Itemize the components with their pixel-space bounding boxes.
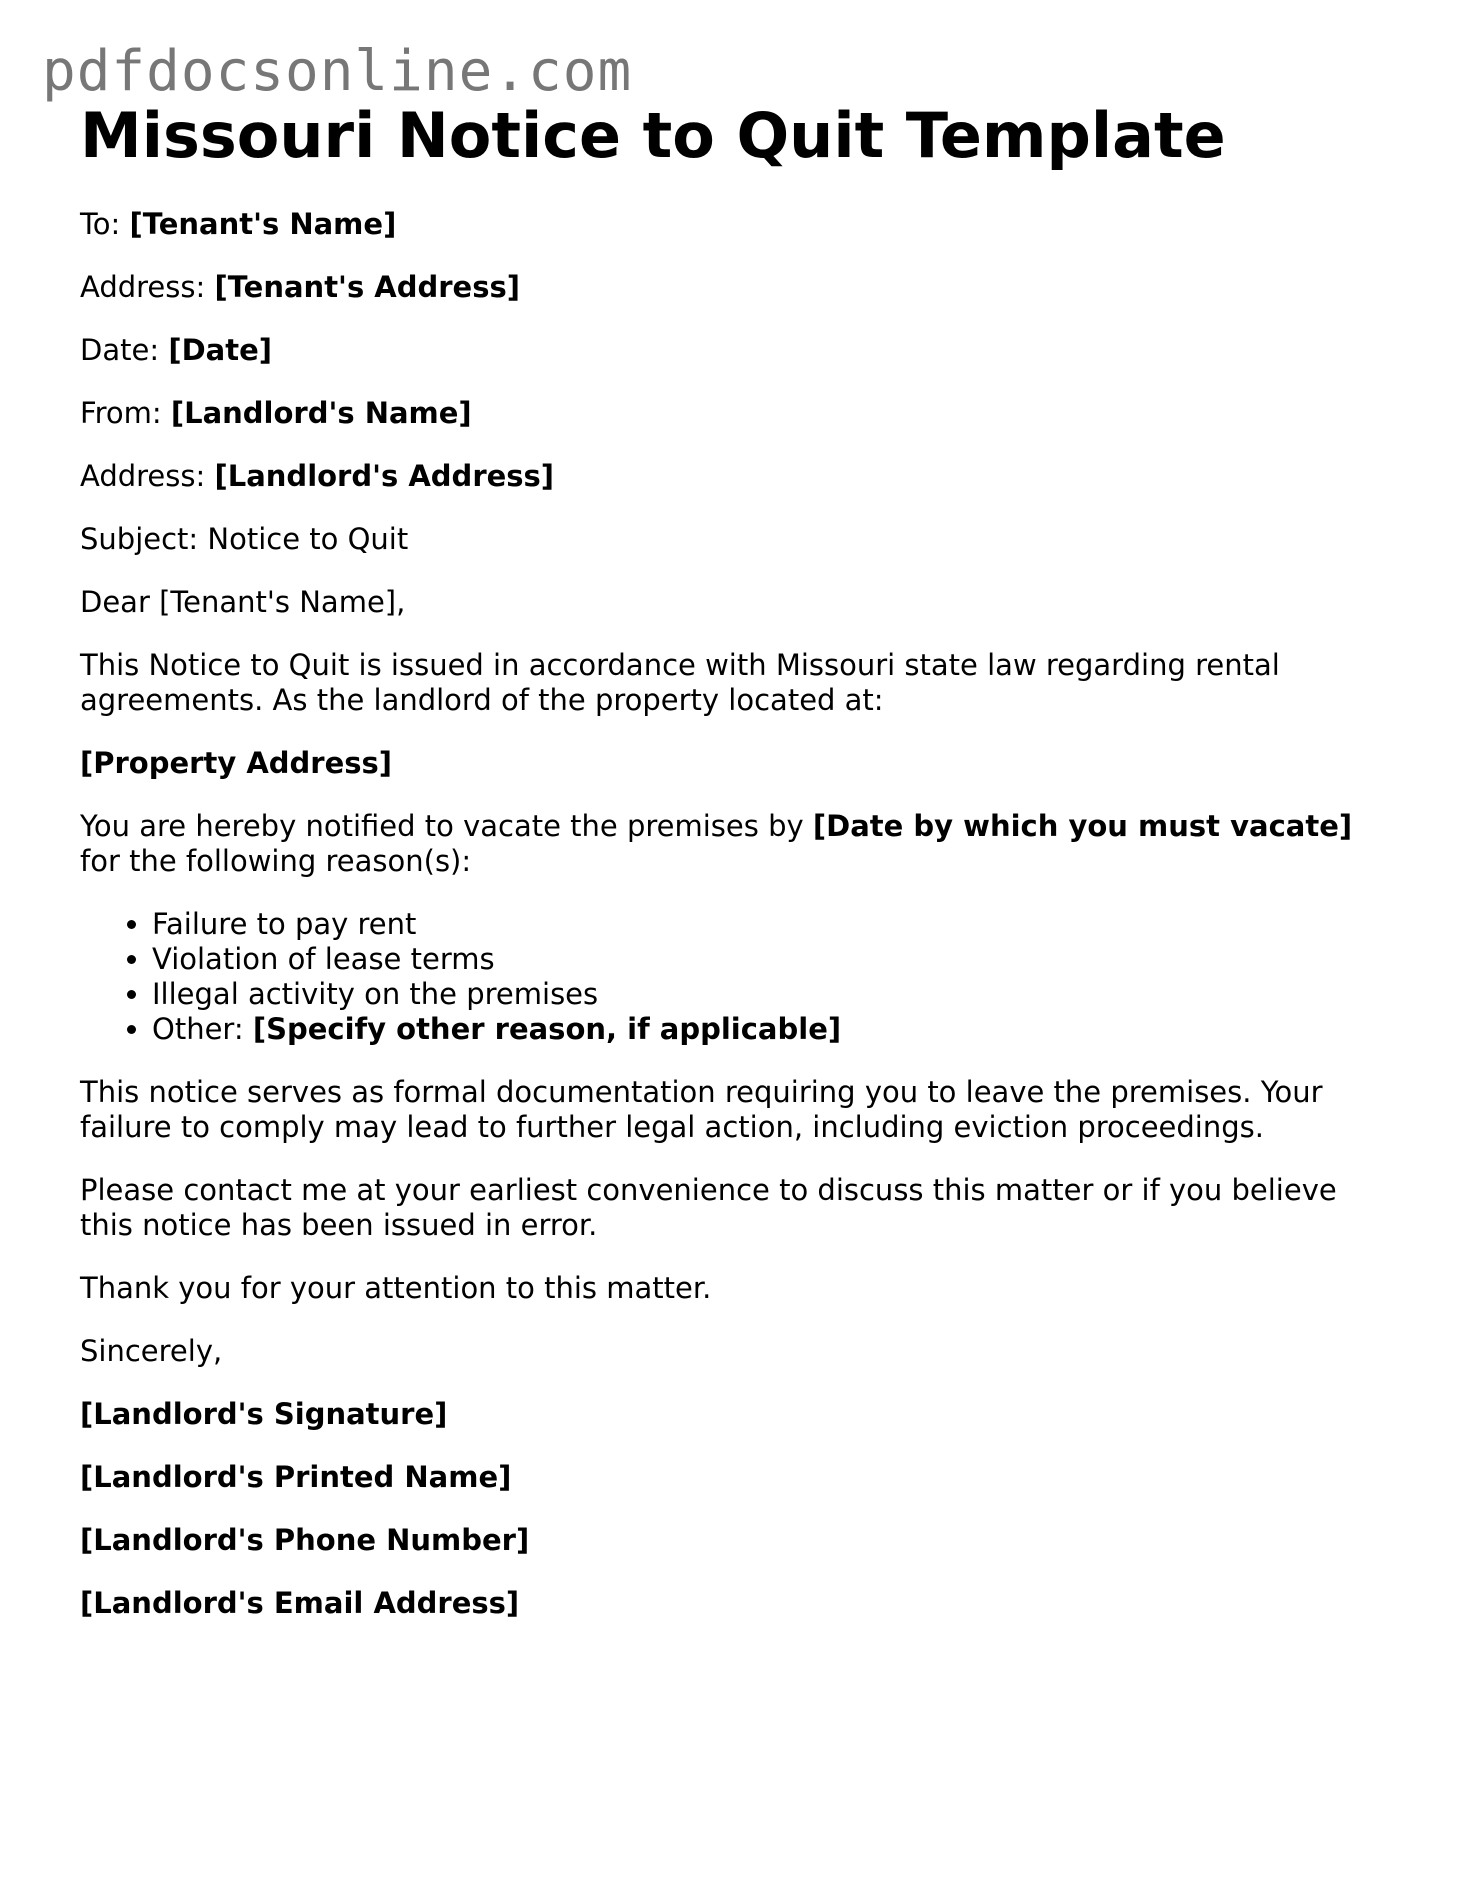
list-item: • Illegal activity on the premises: [152, 977, 1390, 1012]
list-item-other: [152, 1012, 1390, 1047]
email-placeholder: [Landlord's Email Address]: [80, 1586, 520, 1621]
other-value: [Specify other reason, if applicable]: [252, 1012, 842, 1047]
property-address: [80, 746, 1390, 781]
vacate-prefix: You are hereby notified to vacate the premises by: [80, 809, 804, 844]
vacate-suffix: for the following reason(s):: [80, 844, 472, 879]
signature-placeholder: [Landlord's Signature]: [80, 1397, 448, 1432]
phone-line: [80, 1523, 1390, 1558]
signature-block: [80, 1397, 1390, 1621]
list-item: • Failure to pay rent: [152, 907, 1390, 942]
letter-body: [80, 207, 1390, 1621]
reasons-list: [80, 907, 1390, 1047]
list-item: • Violation of lease terms: [152, 942, 1390, 977]
vacate-date: [Date by which you must vacate]: [812, 809, 1353, 844]
field-label: Address:: [80, 270, 206, 305]
field-label: Date:: [80, 333, 160, 368]
vacate-paragraph: [80, 809, 1390, 879]
phone-placeholder: [Landlord's Phone Number]: [80, 1523, 530, 1558]
field-label: Address:: [80, 459, 206, 494]
field-value: [Landlord's Name]: [170, 396, 472, 431]
other-label: Other:: [152, 1012, 244, 1047]
property-address-value: [Property Address]: [80, 746, 393, 781]
printed-name-line: [80, 1460, 1390, 1495]
from-field: [80, 396, 1390, 431]
closing: Sincerely,: [80, 1334, 223, 1369]
document-title: Missouri Notice to Quit Template: [80, 99, 1226, 172]
landlord-address-field: [80, 459, 1390, 494]
to-field: [80, 207, 1390, 242]
tenant-address-field: [80, 270, 1390, 305]
thanks-paragraph: Thank you for your attention to this matter.: [80, 1271, 712, 1306]
watermark: pdfdocsonline.com: [42, 39, 633, 104]
field-value: [Tenant's Name]: [129, 207, 397, 242]
salutation: Dear [Tenant's Name],: [80, 585, 406, 620]
field-label: To:: [80, 207, 121, 242]
consequence-paragraph: This notice serves as formal documentation requiring you to leave the premises. Your failure to comply may lead to further legal action, including eviction proceedings.: [80, 1075, 1323, 1145]
signature-line: [80, 1397, 1390, 1432]
contact-paragraph: Please contact me at your earliest convenience to discuss this matter or if you believe this notice has been issued in error.: [80, 1173, 1337, 1243]
email-line: [80, 1586, 1390, 1621]
field-label: From:: [80, 396, 162, 431]
date-field: [80, 333, 1390, 368]
field-value: [Landlord's Address]: [214, 459, 555, 494]
document-page: [80, 100, 1390, 1649]
intro-paragraph: This Notice to Quit is issued in accordance with Missouri state law regarding rental agreements. As the landlord of the property located at:: [80, 648, 1280, 718]
field-value: [Date]: [168, 333, 272, 368]
field-value: [Tenant's Address]: [214, 270, 521, 305]
printed-name-placeholder: [Landlord's Printed Name]: [80, 1460, 512, 1495]
subject-line: Subject: Notice to Quit: [80, 522, 409, 557]
